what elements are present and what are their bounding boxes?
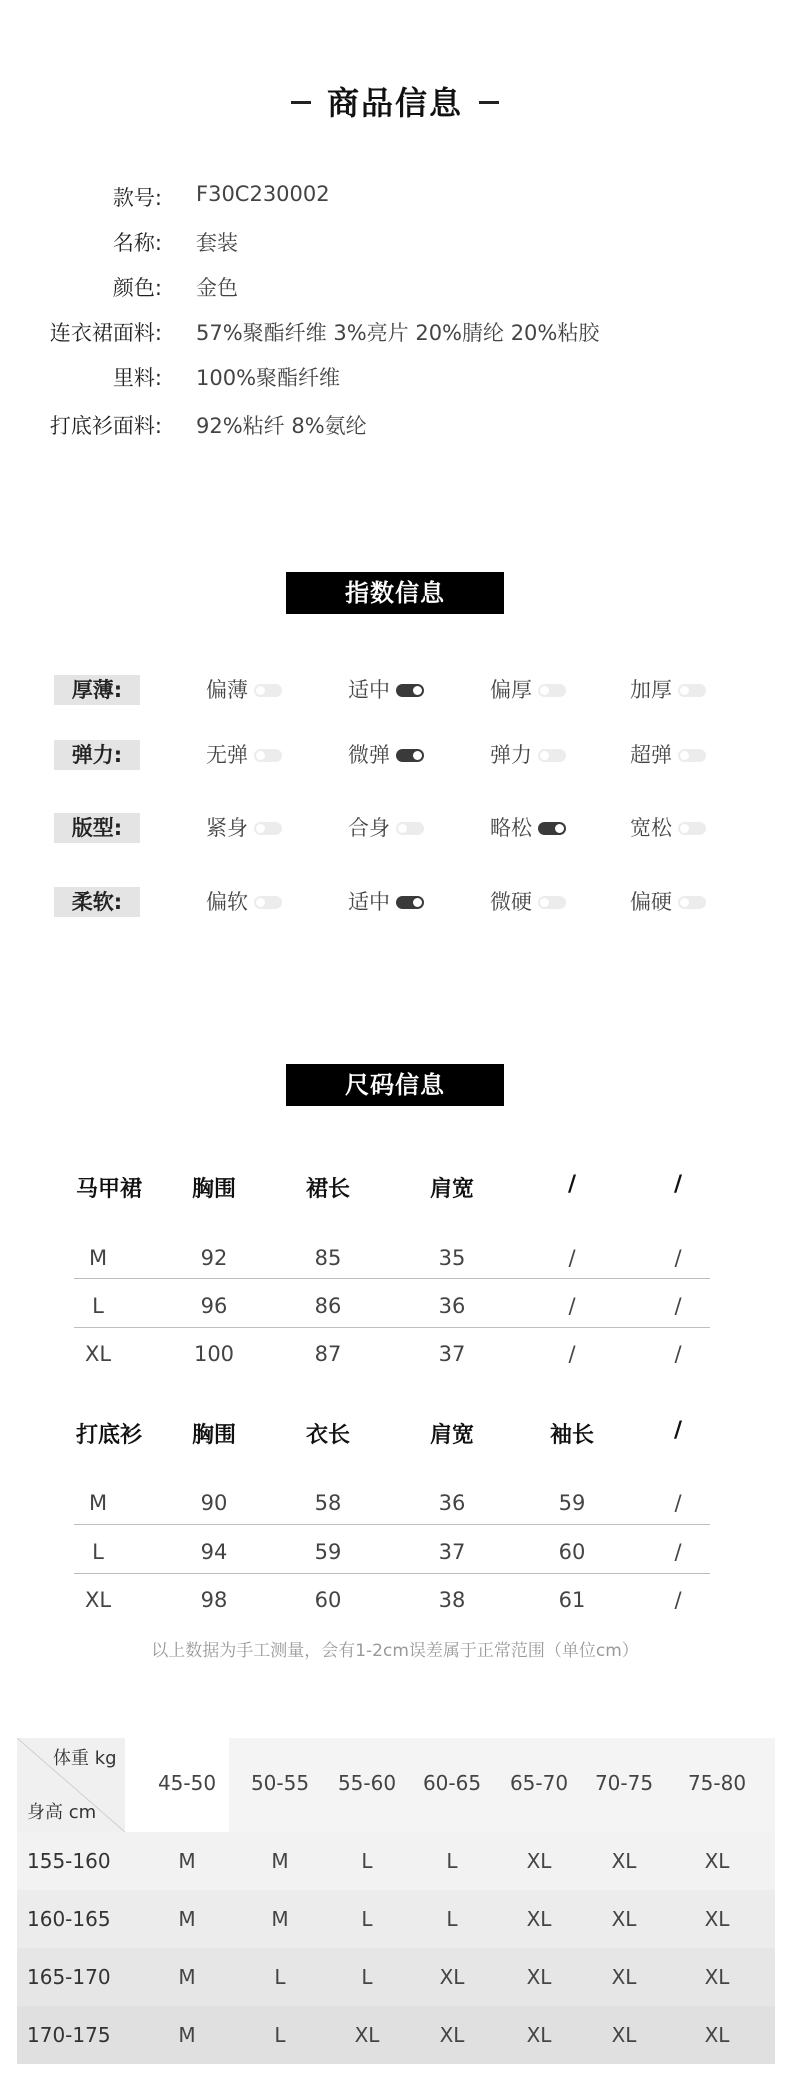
- table-row-divider: [74, 1278, 710, 1279]
- size-table-cell: 98: [200, 1588, 228, 1612]
- size-table-header: 裙长: [305, 1177, 350, 1202]
- size-table-cell: 38: [438, 1588, 466, 1612]
- size-table-cell: 86: [314, 1294, 342, 1318]
- size-table-header: 胸围: [191, 1177, 236, 1202]
- toggle-knob: [413, 751, 422, 760]
- grid-size-cell: M: [178, 2023, 196, 2047]
- index-category-label: 弹力:: [54, 740, 140, 770]
- size-table-cell: 37: [438, 1540, 466, 1564]
- info-row: [0, 272, 790, 302]
- size-table-cell: /: [568, 1294, 576, 1318]
- info-value: 100%聚酯纤维: [196, 366, 341, 390]
- size-table-cell: 94: [200, 1540, 228, 1564]
- toggle-knob: [413, 686, 422, 695]
- info-value: F30C230002: [196, 182, 330, 206]
- toggle-knob: [413, 898, 422, 907]
- grid-weight-header: 55-60: [337, 1771, 397, 1795]
- size-table-cell: 59: [314, 1540, 342, 1564]
- toggle-knob: [540, 686, 549, 695]
- index-option: [206, 675, 282, 705]
- grid-size-cell: XL: [526, 1965, 552, 1989]
- grid-size-cell: XL: [354, 2023, 380, 2047]
- index-option-label: 偏软: [206, 890, 248, 914]
- index-option: [630, 740, 706, 770]
- index-option: [630, 813, 706, 843]
- index-option: [490, 887, 566, 917]
- grid-size-cell: M: [271, 1907, 289, 1931]
- size-table-cell: M: [88, 1491, 108, 1515]
- index-option-label: 适中: [348, 890, 390, 914]
- size-table-cell: XL: [84, 1342, 112, 1366]
- grid-size-cell: XL: [704, 1907, 730, 1931]
- toggle-on-icon: [396, 749, 424, 762]
- toggle-knob: [680, 898, 689, 907]
- grid-weight-header: 70-75: [594, 1771, 654, 1795]
- size-table-cell: 36: [438, 1294, 466, 1318]
- index-option: [206, 813, 282, 843]
- grid-row: [17, 1832, 775, 1890]
- grid-size-cell: XL: [704, 1849, 730, 1873]
- grid-size-cell: L: [274, 1965, 286, 1989]
- grid-weight-header: 60-65: [422, 1771, 482, 1795]
- toggle-knob: [680, 824, 689, 833]
- size-table-cell: 87: [314, 1342, 342, 1366]
- size-table-cell: 37: [438, 1342, 466, 1366]
- toggle-knob: [680, 751, 689, 760]
- size-table-header: /: [673, 1172, 683, 1197]
- grid-size-cell: XL: [611, 2023, 637, 2047]
- info-row: [0, 362, 790, 392]
- size-table-cell: 100: [193, 1342, 235, 1366]
- grid-size-cell: M: [178, 1849, 196, 1873]
- size-table-header: 打底衫: [76, 1423, 143, 1448]
- info-row: [0, 317, 790, 347]
- index-option-label: 偏厚: [490, 678, 532, 702]
- body-size-grid: [17, 1738, 775, 2063]
- index-category-label: 版型:: [54, 813, 140, 843]
- toggle-off-icon: [254, 896, 282, 909]
- grid-size-cell: XL: [704, 1965, 730, 1989]
- index-option-label: 紧身: [206, 816, 248, 840]
- grid-size-cell: L: [361, 1849, 373, 1873]
- size-table-cell: 36: [438, 1491, 466, 1515]
- size-table-header: 衣长: [305, 1423, 350, 1448]
- index-option: [206, 740, 282, 770]
- table-row-divider: [74, 1327, 710, 1328]
- info-value: 57%聚酯纤维 3%亮片 20%腈纶 20%粘胶: [196, 321, 600, 345]
- size-table-cell: /: [674, 1491, 682, 1515]
- size-table-cell: /: [568, 1246, 576, 1270]
- toggle-knob: [680, 686, 689, 695]
- size-table-header: 肩宽: [429, 1423, 474, 1448]
- info-key: 款号:: [112, 186, 162, 210]
- grid-corner-cell: [17, 1738, 125, 1832]
- grid-size-cell: XL: [704, 2023, 730, 2047]
- size-table-cell: 96: [200, 1294, 228, 1318]
- size-table-cell: /: [674, 1294, 682, 1318]
- table-row-divider: [74, 1524, 710, 1525]
- grid-size-cell: L: [446, 1849, 458, 1873]
- index-option: [206, 887, 282, 917]
- index-option-label: 微弹: [348, 743, 390, 767]
- size-table-cell: 90: [200, 1491, 228, 1515]
- toggle-off-icon: [678, 749, 706, 762]
- index-option-label: 弹力: [490, 743, 532, 767]
- title-dash-right: [479, 101, 499, 104]
- toggle-knob: [540, 751, 549, 760]
- info-value: 套装: [196, 231, 238, 255]
- toggle-knob: [256, 751, 265, 760]
- grid-size-cell: XL: [526, 1849, 552, 1873]
- toggle-off-icon: [254, 822, 282, 835]
- measurement-note: 以上数据为手工测量，会有1-2cm误差属于正常范围（单位cm）: [151, 1641, 639, 1661]
- size-table-cell: 60: [314, 1588, 342, 1612]
- grid-row: [17, 1890, 775, 1948]
- index-option-label: 无弹: [206, 743, 248, 767]
- toggle-off-icon: [538, 749, 566, 762]
- index-option: [348, 675, 424, 705]
- size-table-header: /: [673, 1418, 683, 1443]
- grid-size-cell: L: [446, 1907, 458, 1931]
- size-table-cell: /: [674, 1342, 682, 1366]
- toggle-on-icon: [396, 684, 424, 697]
- index-category-label: 柔软:: [54, 887, 140, 917]
- size-table-cell: 61: [558, 1588, 586, 1612]
- grid-weight-header: 65-70: [509, 1771, 569, 1795]
- grid-size-cell: L: [361, 1907, 373, 1931]
- size-table-cell: 59: [558, 1491, 586, 1515]
- size-table-cell: M: [88, 1246, 108, 1270]
- page-title-text: 商品信息: [326, 84, 463, 122]
- index-section-banner: 指数信息: [286, 572, 504, 614]
- index-option-label: 偏薄: [206, 678, 248, 702]
- index-option: [630, 887, 706, 917]
- corner-height-label: 身高 cm: [27, 1802, 97, 1823]
- index-option: [490, 813, 566, 843]
- grid-height-label: 155-160: [27, 1849, 111, 1873]
- index-category-label: 厚薄:: [54, 675, 140, 705]
- info-value: 金色: [196, 276, 238, 300]
- size-table-cell: L: [92, 1540, 104, 1564]
- toggle-off-icon: [254, 749, 282, 762]
- info-key: 名称:: [112, 231, 162, 255]
- index-option: [490, 675, 566, 705]
- toggle-on-icon: [396, 896, 424, 909]
- size-table-cell: /: [674, 1540, 682, 1564]
- grid-size-cell: M: [271, 1849, 289, 1873]
- info-key: 颜色:: [112, 276, 162, 300]
- toggle-off-icon: [538, 684, 566, 697]
- toggle-knob: [398, 824, 407, 833]
- size-table-header: /: [567, 1172, 577, 1197]
- size-table-header: 肩宽: [429, 1177, 474, 1202]
- index-option-label: 略松: [490, 816, 532, 840]
- grid-weight-header: 45-50: [157, 1771, 217, 1795]
- index-option-label: 适中: [348, 678, 390, 702]
- grid-size-cell: XL: [526, 1907, 552, 1931]
- grid-height-label: 170-175: [27, 2023, 111, 2047]
- grid-size-cell: XL: [611, 1907, 637, 1931]
- toggle-knob: [256, 824, 265, 833]
- toggle-knob: [555, 824, 564, 833]
- toggle-on-icon: [538, 822, 566, 835]
- toggle-knob: [256, 686, 265, 695]
- table-row-divider: [74, 1573, 710, 1574]
- index-option: [348, 887, 424, 917]
- index-option-label: 微硬: [490, 890, 532, 914]
- size-table-cell: 92: [200, 1246, 228, 1270]
- toggle-off-icon: [678, 822, 706, 835]
- grid-size-cell: L: [274, 2023, 286, 2047]
- info-row: [0, 410, 790, 440]
- grid-size-cell: XL: [611, 1965, 637, 1989]
- grid-size-cell: XL: [439, 2023, 465, 2047]
- size-table-header: 袖长: [549, 1423, 594, 1448]
- size-table-cell: XL: [84, 1588, 112, 1612]
- index-option-label: 偏硬: [630, 890, 672, 914]
- size-table-cell: 58: [314, 1491, 342, 1515]
- toggle-off-icon: [396, 822, 424, 835]
- index-option-label: 合身: [348, 816, 390, 840]
- grid-row: [17, 2006, 775, 2064]
- size-section-banner: 尺码信息: [286, 1064, 504, 1106]
- size-table-cell: 60: [558, 1540, 586, 1564]
- size-table-cell: L: [92, 1294, 104, 1318]
- grid-size-cell: L: [361, 1965, 373, 1989]
- index-option: [348, 740, 424, 770]
- size-table-cell: /: [674, 1246, 682, 1270]
- index-option-label: 加厚: [630, 678, 672, 702]
- index-option: [490, 740, 566, 770]
- toggle-knob: [256, 898, 265, 907]
- grid-size-cell: XL: [439, 1965, 465, 1989]
- grid-height-label: 160-165: [27, 1907, 111, 1931]
- info-row: [0, 227, 790, 257]
- index-option: [630, 675, 706, 705]
- page-title: [0, 78, 790, 124]
- size-table-cell: 35: [438, 1246, 466, 1270]
- grid-size-cell: XL: [611, 1849, 637, 1873]
- size-table-header: 马甲裙: [76, 1177, 143, 1202]
- grid-size-cell: M: [178, 1965, 196, 1989]
- toggle-off-icon: [678, 684, 706, 697]
- grid-row: [17, 1948, 775, 2006]
- size-table-cell: /: [674, 1588, 682, 1612]
- corner-weight-label: 体重 kg: [53, 1748, 117, 1769]
- info-key: 打底衫面料:: [49, 414, 162, 438]
- grid-size-cell: M: [178, 1907, 196, 1931]
- info-key: 连衣裙面料:: [49, 321, 162, 345]
- toggle-knob: [540, 898, 549, 907]
- toggle-off-icon: [254, 684, 282, 697]
- info-key: 里料:: [112, 366, 162, 390]
- size-table-cell: 85: [314, 1246, 342, 1270]
- grid-weight-header: 75-80: [687, 1771, 747, 1795]
- grid-size-cell: XL: [526, 2023, 552, 2047]
- title-dash-left: [291, 101, 311, 104]
- index-option-label: 宽松: [630, 816, 672, 840]
- grid-height-label: 165-170: [27, 1965, 111, 1989]
- info-value: 92%粘纤 8%氨纶: [196, 414, 367, 438]
- toggle-off-icon: [538, 896, 566, 909]
- size-table-cell: /: [568, 1342, 576, 1366]
- index-option-label: 超弹: [630, 743, 672, 767]
- size-table-header: 胸围: [191, 1423, 236, 1448]
- toggle-off-icon: [678, 896, 706, 909]
- info-row: [0, 182, 790, 212]
- grid-weight-header: 50-55: [250, 1771, 310, 1795]
- index-option: [348, 813, 424, 843]
